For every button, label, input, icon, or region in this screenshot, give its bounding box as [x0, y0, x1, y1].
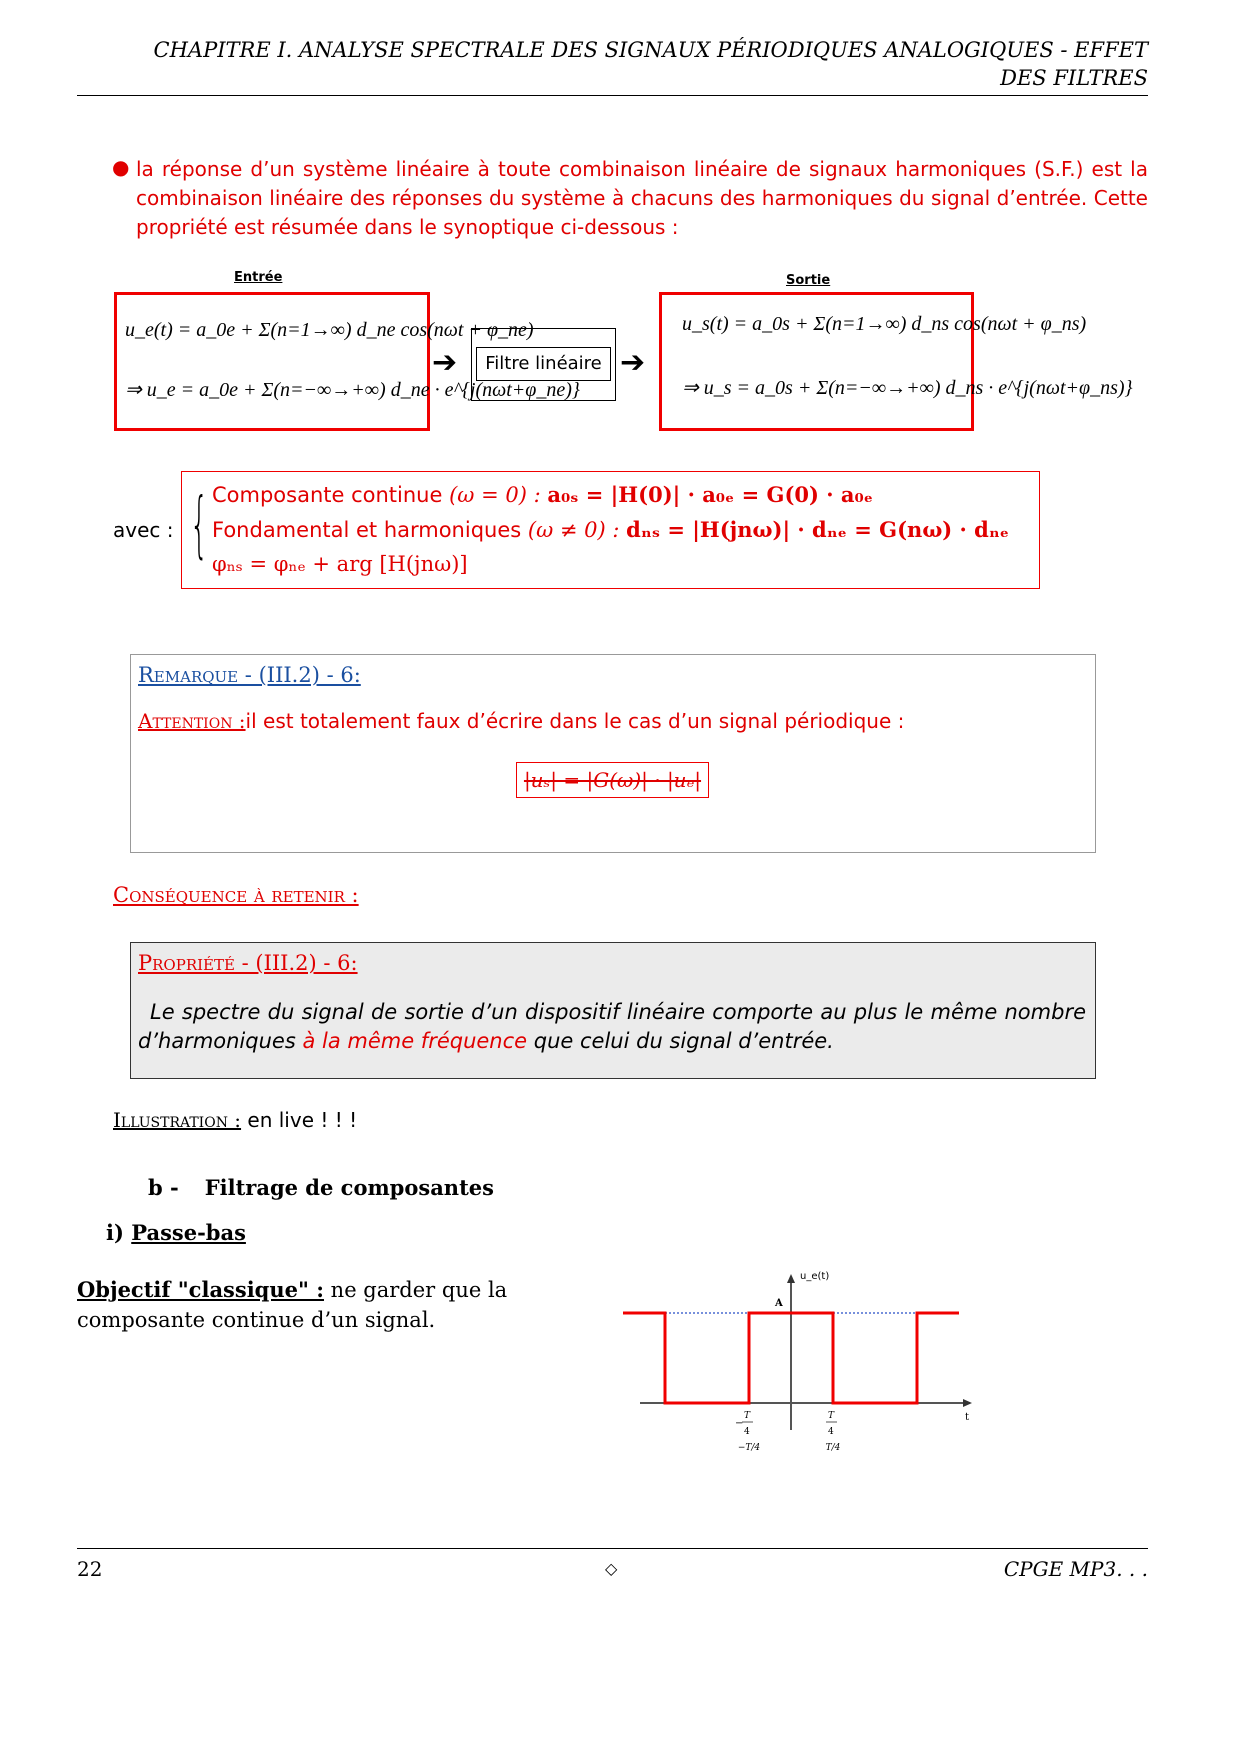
- t-axis-label: t: [965, 1412, 970, 1423]
- avec-line1-label: Composante continue: [212, 483, 443, 507]
- bullet-text: la réponse d’un système linéaire à toute combinaison linéaire de signaux harmoniques (S.F.) est la combinaison linéaire des réponses du système à chacuns des harmoniques du signal d’entrée. Cette propriété est résumée dans le synoptique ci-dessous :: [136, 157, 1148, 239]
- header-line-1: CHAPITRE I. ANALYSE SPECTRALE DES SIGNAUX PÉRIODIQUES ANALOGIQUES - EFFET: [153, 38, 1148, 62]
- avec-line3-formula: φₙₛ = φₙₑ + arg [H(jnω)]: [212, 552, 468, 576]
- avec-line2-formula: dₙₛ = |H(jnω)| · dₙₑ = G(nω) · dₙₑ: [626, 517, 1010, 542]
- avec-line1-formula: a₀ₛ = |H(0)| · a₀ₑ = G(0) · a₀ₑ: [547, 482, 874, 507]
- propriete-box: [130, 942, 1096, 1079]
- y-axis-arrow-icon: [787, 1274, 795, 1283]
- remarque-box: [130, 654, 1096, 853]
- filter-label: Filtre linéaire: [476, 347, 611, 381]
- propriete-highlight: à la même fréquence: [302, 1029, 528, 1053]
- tick-neg-label: −T/4: [737, 1443, 761, 1453]
- propriete-text-1: Le spectre du signal de sortie d’un dispositif linéaire comporte au plus le même nombre d’harmoniques: [138, 1000, 1086, 1053]
- propriete-text-2: que celui du signal d’entrée.: [527, 1029, 834, 1053]
- propriete-text: [138, 998, 1086, 1056]
- avec-box: [181, 471, 1040, 589]
- header-rule: [77, 95, 1148, 96]
- avec-line2-cond: (ω ≠ 0) :: [527, 518, 620, 542]
- section-i-number: i): [106, 1220, 124, 1245]
- tick-neg-minus: −: [735, 1418, 744, 1429]
- remarque-title: Remarque - (III.2) - 6:: [138, 663, 361, 687]
- output-label: Sortie: [786, 273, 831, 288]
- illustration-label: Illustration :: [113, 1108, 242, 1132]
- y-axis-label: u_e(t): [800, 1271, 830, 1282]
- arrow-right-icon: ➔: [432, 345, 458, 380]
- brace-icon: {: [190, 482, 209, 566]
- page-number: 22: [77, 1557, 103, 1581]
- running-header: [154, 36, 1148, 92]
- tick-pos-numerator: T: [828, 1411, 835, 1421]
- objectif-text: ne garder que la composante continue d’un signal.: [77, 1278, 508, 1332]
- crossed-formula: |uₛ| = |G(ω)| · |uₑ|: [516, 762, 709, 798]
- avec-line2-label: Fondamental et harmoniques: [212, 518, 522, 542]
- consequence-heading: Conséquence à retenir :: [113, 883, 359, 907]
- filter-block: [471, 328, 616, 401]
- tick-pos-label: T/4: [825, 1443, 841, 1453]
- square-wave-graph: [620, 1270, 980, 1460]
- output-equation-2: ⇒ u_s = a_0s + Σ(n=−∞→+∞) d_ns · e^{j(nωt+φ_ns)}: [682, 377, 1133, 399]
- footer-right: CPGE MP3. . .: [1003, 1557, 1148, 1581]
- attention-label: Attention :: [138, 709, 246, 733]
- section-b-title: Filtrage de composantes: [204, 1175, 494, 1200]
- amplitude-label: A: [775, 1298, 783, 1309]
- section-b-number: b -: [148, 1175, 179, 1200]
- avec-line1-cond: (ω = 0) :: [449, 483, 541, 507]
- avec-label: avec :: [113, 518, 174, 542]
- input-equation-2: ⇒ u_e = a_0e + Σ(n=−∞→+∞) d_ne · e^{j(nωt+φ_ne)}: [125, 379, 580, 401]
- header-line-2: DES FILTRES: [1000, 66, 1148, 90]
- propriete-title: Propriété - (III.2) - 6:: [138, 951, 358, 975]
- diamond-icon: ◇: [605, 1559, 618, 1578]
- footer-rule: [77, 1548, 1148, 1549]
- input-label: Entrée: [234, 270, 283, 285]
- output-box: [659, 292, 1133, 431]
- tick-neg-numerator: T: [744, 1411, 751, 1421]
- section-i-title: Passe-bas: [131, 1220, 246, 1245]
- illustration-text: en live ! ! !: [241, 1108, 358, 1132]
- tick-neg-denominator: 4: [744, 1427, 750, 1437]
- output-equation-1: u_s(t) = a_0s + Σ(n=1→∞) d_ns cos(nωt + φ_ns): [682, 313, 1087, 335]
- bullet-icon: ●: [112, 155, 130, 179]
- arrow-right-icon: ➔: [620, 345, 646, 380]
- attention-text: il est totalement faux d’écrire dans le cas d’un signal périodique :: [245, 709, 905, 733]
- t-axis-arrow-icon: [963, 1399, 972, 1407]
- objectif-label: Objectif "classique" :: [77, 1277, 324, 1302]
- input-equation-1: u_e(t) = a_0e + Σ(n=1→∞) d_ne cos(nωt + φ_ne): [125, 319, 534, 341]
- tick-pos-denominator: 4: [828, 1427, 834, 1437]
